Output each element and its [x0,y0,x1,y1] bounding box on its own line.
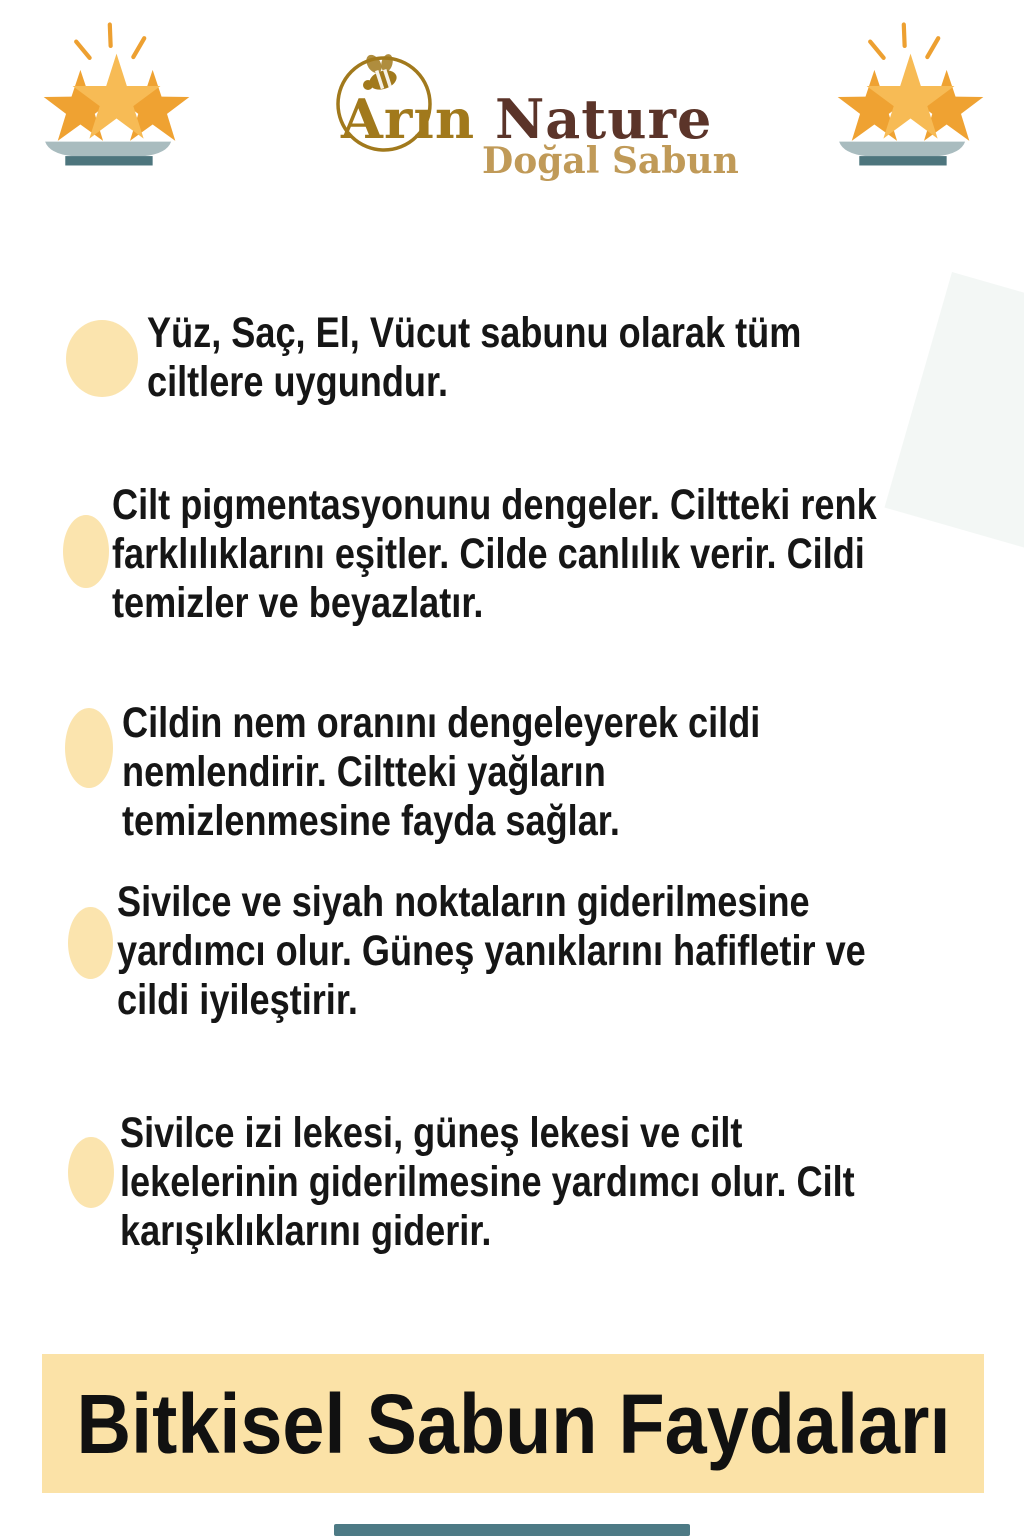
plate-base [65,156,152,165]
benefit-item-1: Yüz, Saç, El, Vücut sabunu olarak tüm ciltlere uygundur. [147,309,802,406]
brand-name [341,87,713,151]
benefit-item-2: Cilt pigmentasyonunu dengeler. Ciltteki renk farklılıklarını eşitler. Cilde canlılık verir. Cildi temizler ve beyazlatır. [112,481,877,627]
star-rays [870,25,938,58]
plate-base [859,156,946,165]
brand-name-secondary: Nature [494,87,713,151]
benefit-item-3: Cildin nem oranını dengeleyerek cildi nemlendirir. Ciltteki yağların temizlenmesine fayda sağlar. [122,699,761,845]
bullet-circle [68,1137,114,1208]
background-sheet [884,272,1024,571]
plate-icon [45,142,171,157]
plate-icon [839,142,965,157]
stars-decoration-left [30,22,198,180]
stars-decoration-right [824,22,992,180]
benefit-item-5: Sivilce izi lekesi, güneş lekesi ve cilt lekelerinin giderilmesine yardımcı olur. Cilt karışıklıklarını giderir. [120,1109,855,1255]
footer-accent-bar [334,1524,690,1536]
benefit-item-4: Sivilce ve siyah noktaların giderilmesine yardımcı olur. Güneş yanıklarını hafifletir ve cildi iyileştirir. [117,878,866,1024]
title-banner [42,1354,984,1493]
bullet-circle [63,515,109,588]
bullet-circle [65,708,113,788]
star-rays [76,25,144,58]
banner-title: Bitkisel Sabun Faydaları [76,1376,950,1471]
brand-name-primary: Arın [341,87,476,151]
bullet-circle [66,320,138,397]
brand-subtitle: Doğal Sabun [482,140,739,182]
bullet-circle [68,907,113,979]
